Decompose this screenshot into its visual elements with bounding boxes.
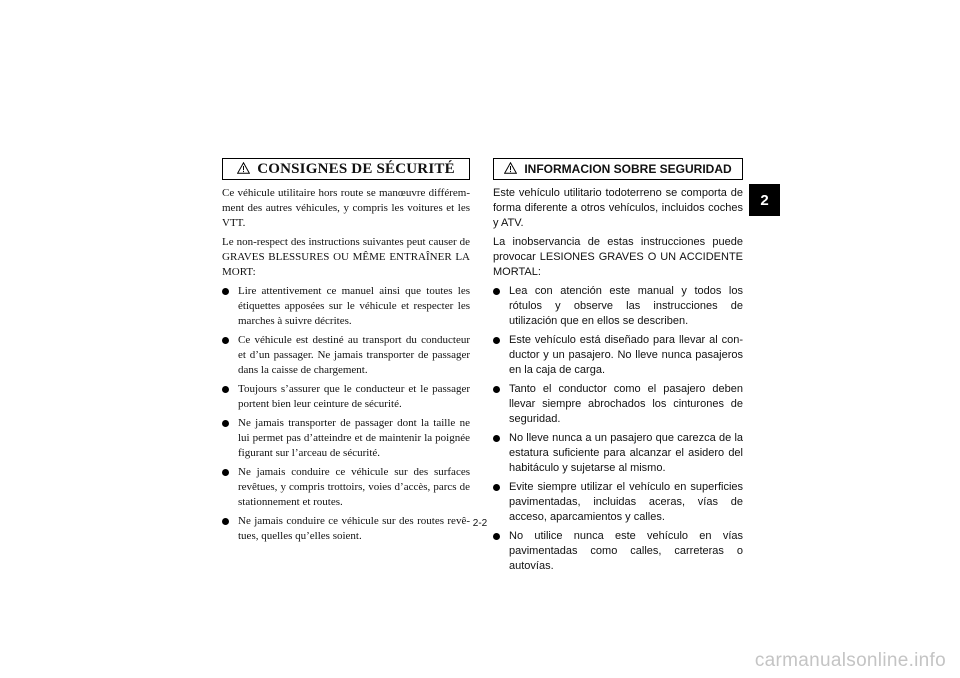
list-item-text: Lire attentivement ce manuel ainsi que toutes les étiquettes apposées sur le véhicule et respecter les marches à suivre décrites.: [238, 285, 470, 327]
spanish-warning-paragraph: La inobservancia de estas instrucciones puede provocar LESIONES GRAVES O UN ACCIDENTE MORTAL:: [493, 236, 743, 278]
bullet-dot-icon: [493, 288, 500, 295]
warning-triangle-icon: [237, 162, 250, 174]
list-item: [493, 284, 743, 329]
french-heading-box: [222, 158, 470, 180]
french-column: [222, 158, 470, 548]
spanish-bullet-list: [493, 284, 743, 574]
list-item-text: Evite siempre utilizar el vehículo en superficies pavimentadas, incluidas aceras, vías de acceso, aparcamientos y calles.: [509, 481, 743, 523]
french-warning-paragraph: Le non-respect des instructions suivantes peut causer de GRAVES BLESSURES OU MÊME ENTRAÎNER LA MORT:: [222, 236, 470, 278]
spanish-column: [493, 158, 743, 578]
list-item-text: Tanto el conductor como el pasajero deben llevar siempre abrochados los cinturones de seguridad.: [509, 383, 743, 425]
list-item: [222, 382, 470, 412]
bullet-dot-icon: [222, 386, 229, 393]
watermark: carmanualsonline.info: [754, 650, 946, 671]
list-item-text: Lea con atención este manual y todos los rótulos y observe las instrucciones de utilización que en ellos se describen.: [509, 285, 743, 327]
bullet-dot-icon: [222, 518, 229, 525]
list-item-text: Este vehículo está diseñado para llevar al conductor y un pasajero. No lleve nunca pasajeros en la caja de carga.: [509, 334, 743, 376]
list-item: [222, 514, 470, 544]
bullet-dot-icon: [222, 337, 229, 344]
list-item-text: Ce véhicule est destiné au transport du conducteur et d’un passager. Ne jamais transporter de passager dans la caisse de chargement.: [238, 334, 470, 376]
list-item-text: Ne jamais conduire ce véhicule sur des routes revêtues, quelles qu’elles soient.: [238, 515, 470, 542]
list-item: [222, 416, 470, 461]
bullet-dot-icon: [222, 288, 229, 295]
list-item: [493, 529, 743, 574]
list-item: [493, 431, 743, 476]
list-item: [222, 333, 470, 378]
list-item: [493, 382, 743, 427]
bullet-dot-icon: [222, 420, 229, 427]
spanish-intro-paragraph: Este vehículo utilitario todoterreno se comporta de forma diferente a otros vehículos, incluidos coches y ATV.: [493, 187, 743, 229]
list-item-text: Ne jamais transporter de passager dont la taille ne lui permet pas d’atteindre et de maintenir la poignée figurant sur l’arceau de sécurité.: [238, 417, 470, 459]
warning-triangle-icon: [504, 162, 517, 174]
spanish-heading: INFORMACION SOBRE SEGURIDAD: [524, 161, 732, 176]
bullet-dot-icon: [222, 469, 229, 476]
list-item: [222, 284, 470, 329]
bullet-dot-icon: [493, 386, 500, 393]
list-item: [493, 480, 743, 525]
list-item-text: No lleve nunca a un pasajero que carezca de la estatura suficiente para alcanzar el asidero del habitáculo y sujetarse al mismo.: [509, 432, 743, 474]
list-item: [222, 465, 470, 510]
bullet-dot-icon: [493, 435, 500, 442]
page-number: 2-2: [472, 518, 488, 529]
list-item-text: Ne jamais conduire ce véhicule sur des surfaces revêtues, y compris trottoirs, voies d’accès, parcs de stationnement et routes.: [238, 466, 470, 508]
french-heading: CONSIGNES DE SÉCURITÉ: [257, 160, 455, 177]
list-item-text: No utilice nunca este vehículo en vías pavimentadas como calles, carreteras o autovías.: [509, 530, 743, 572]
bullet-dot-icon: [493, 533, 500, 540]
french-intro-paragraph: Ce véhicule utilitaire hors route se manœuvre différemment des autres véhicules, y compris les voitures et les VTT.: [222, 187, 470, 229]
french-bullet-list: [222, 284, 470, 544]
bullet-dot-icon: [493, 484, 500, 491]
bullet-dot-icon: [493, 337, 500, 344]
list-item: [493, 333, 743, 378]
chapter-tab: 2: [749, 184, 780, 216]
list-item-text: Toujours s’assurer que le conducteur et le passager portent bien leur ceinture de sécurité.: [238, 383, 470, 410]
spanish-heading-box: [493, 158, 743, 180]
